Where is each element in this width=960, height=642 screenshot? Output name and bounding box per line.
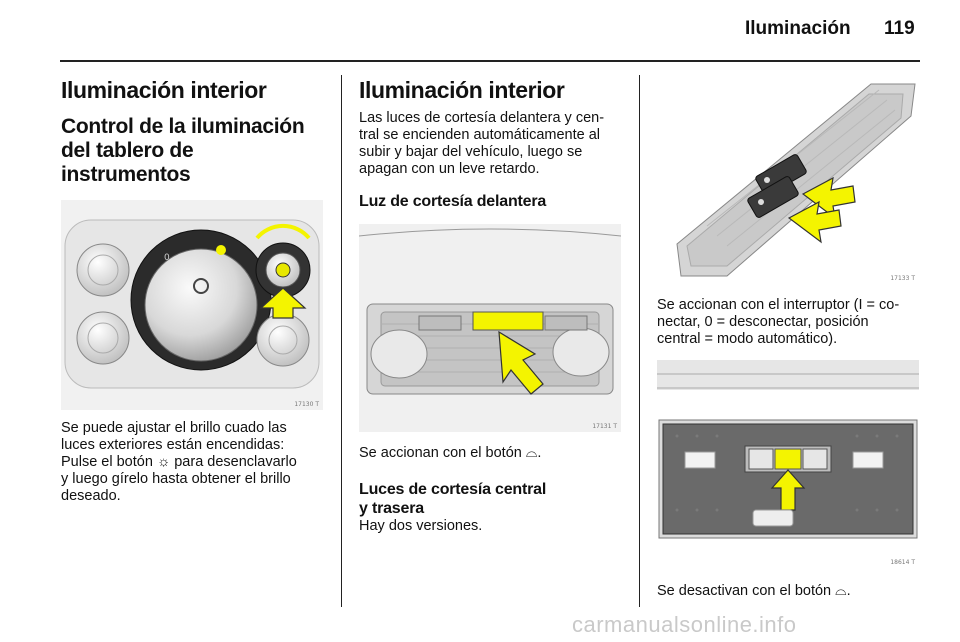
text-line: luces exteriores están encendidas:	[61, 437, 285, 453]
figure-code: 17131 T	[592, 423, 617, 430]
figure-code: 17130 T	[294, 401, 319, 408]
text-line: Las luces de cortesía delantera y cen-	[359, 110, 605, 126]
running-header-title: Iluminación	[745, 18, 851, 39]
heading-line: del tablero de	[61, 139, 194, 162]
subsection-heading-dashboard-control	[61, 115, 331, 187]
overhead-switch-illustration	[657, 76, 919, 284]
text-line: subir y bajar del vehículo, luego se	[359, 144, 583, 160]
text-line: central = modo automático).	[657, 331, 838, 347]
heading-central-rear-lights	[359, 480, 627, 518]
text-line: nectar, 0 = desconectar, posición	[657, 314, 869, 330]
header-rule	[60, 60, 920, 62]
text-line: tral se encienden automáticamente al	[359, 127, 601, 143]
page-number: 119	[884, 18, 915, 39]
text-two-versions: Hay dos versiones.	[359, 518, 483, 534]
text-line: apagan con un leve retardo.	[359, 161, 540, 177]
text-line: Se accionan con el interruptor (I = co-	[657, 297, 900, 313]
paragraph-brightness	[61, 420, 331, 505]
section-heading-interior-lighting: Iluminación interior	[61, 77, 267, 103]
caption-front-light: Se accionan con el botón ⌓.	[359, 445, 542, 461]
figure-dashboard-light-switch	[61, 200, 323, 410]
text-line: deseado.	[61, 488, 121, 504]
text-line: Pulse el botón ☼ para desenclavarlo	[61, 454, 297, 470]
figure-rear-light-panel	[657, 360, 919, 568]
heading-line: y trasera	[359, 500, 424, 517]
light-switch-illustration	[61, 200, 323, 410]
text-line: Se puede ajustar el brillo cuado las	[61, 420, 287, 436]
watermark: carmanualsonline.info	[572, 612, 797, 637]
column-divider-2	[639, 75, 640, 607]
svg-text:0: 0	[164, 253, 170, 263]
front-light-illustration	[359, 224, 621, 432]
figure-overhead-switch	[657, 76, 919, 284]
paragraph-switch-positions	[657, 297, 923, 348]
column-divider-1	[341, 75, 342, 607]
paragraph-courtesy-lights	[359, 110, 627, 178]
column-2	[359, 77, 627, 211]
figure-front-courtesy-light	[359, 224, 621, 432]
central-rear-section	[359, 480, 627, 535]
rear-panel-illustration	[657, 360, 919, 568]
text-line: y luego gírelo hasta obtener el brillo	[61, 471, 291, 487]
heading-front-courtesy-light: Luz de cortesía delantera	[359, 193, 547, 210]
figure-code: 17133 T	[890, 275, 915, 282]
column-1	[61, 77, 331, 187]
section-heading-interior-lighting-2: Iluminación interior	[359, 77, 565, 103]
heading-line: Control de la iluminación	[61, 115, 305, 138]
figure-code: 18614 T	[890, 559, 915, 566]
heading-line: Luces de cortesía central	[359, 481, 547, 498]
heading-line: instrumentos	[61, 163, 191, 186]
caption-rear-panel: Se desactivan con el botón ⌓.	[657, 583, 851, 599]
